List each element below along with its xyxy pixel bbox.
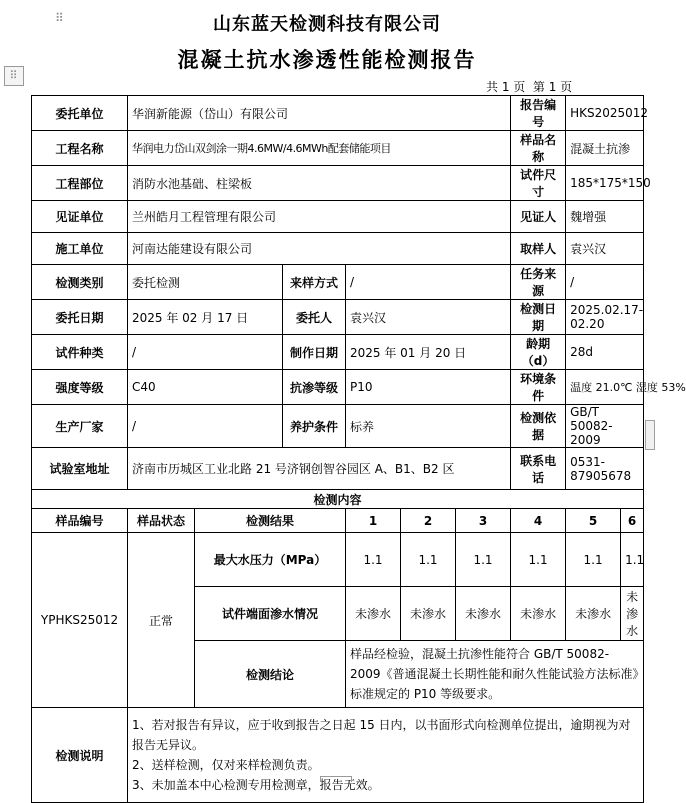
label-specimen-type: 试件种类 (32, 335, 128, 370)
label-report-no: 报告编号 (511, 96, 566, 131)
value-env: 温度 21.0℃ 湿度 53% (566, 370, 644, 405)
label-strength: 强度等级 (32, 370, 128, 405)
label-task-source: 任务来源 (511, 265, 566, 300)
label-client: 委托单位 (32, 96, 128, 131)
label-notes: 检测说明 (32, 708, 128, 803)
seepage-6: 未渗水 (621, 587, 644, 641)
label-basis: 检测依据 (511, 405, 566, 448)
label-witness-unit: 见证单位 (32, 201, 128, 233)
value-category: 委托检测 (128, 265, 283, 300)
scrollbar-thumb[interactable] (645, 420, 655, 450)
label-maker: 生产厂家 (32, 405, 128, 448)
label-project: 工程名称 (32, 131, 128, 166)
col-sample-no: 样品编号 (32, 509, 128, 533)
label-make-date: 制作日期 (283, 335, 346, 370)
col-number-1: 1 (346, 509, 401, 533)
value-report-no: HKS2025012 (566, 96, 644, 131)
value-sampler: 袁兴汉 (566, 233, 644, 265)
value-basis: GB/T 50082-2009 (566, 405, 644, 448)
value-specimen-type: / (128, 335, 283, 370)
report-table (31, 95, 686, 803)
label-env: 环境条件 (511, 370, 566, 405)
label-sample-name: 样品名称 (511, 131, 566, 166)
page-footer-tab (320, 776, 352, 782)
value-builder: 河南达能建设有限公司 (128, 233, 511, 265)
section-test-content: 检测内容 (32, 490, 644, 509)
value-curing: 标养 (346, 405, 511, 448)
col-number-3: 3 (456, 509, 511, 533)
value-delivery: / (346, 265, 511, 300)
company-name: 山东蓝天检测科技有限公司 (213, 14, 441, 35)
note-line-3: 3、未加盖本中心检测专用检测章，报告无效。 (132, 778, 380, 792)
col-number-6: 6 (621, 509, 644, 533)
label-commissioner: 委托人 (283, 300, 346, 335)
label-witness: 见证人 (511, 201, 566, 233)
value-phone: 0531-87905678 (566, 448, 644, 490)
max-pressure-6: 1.1 (621, 533, 644, 587)
seepage-1: 未渗水 (346, 587, 401, 641)
max-pressure-1: 1.1 (346, 533, 401, 587)
value-age: 28d (566, 335, 644, 370)
value-make-date: 2025 年 01 月 20 日 (346, 335, 511, 370)
max-pressure-5: 1.1 (566, 533, 621, 587)
max-pressure-2: 1.1 (401, 533, 456, 587)
label-builder: 施工单位 (32, 233, 128, 265)
value-commissioner: 袁兴汉 (346, 300, 511, 335)
seepage-5: 未渗水 (566, 587, 621, 641)
label-max-pressure: 最大水压力（MPa） (195, 533, 346, 587)
label-conclusion: 检测结论 (195, 641, 346, 708)
page-info: 共 1 页 第 1 页 (486, 80, 573, 94)
label-test-date: 检测日期 (511, 300, 566, 335)
note-line-1: 1、若对报告有异议，应于收到报告之日起 15 日内，以书面形式向检测单位提出，逾期视为对报告无异议。 (132, 718, 631, 752)
label-lab-address: 试验室地址 (32, 448, 128, 490)
label-impermeability: 抗渗等级 (283, 370, 346, 405)
value-task-source: / (566, 265, 644, 300)
col-number-5: 5 (566, 509, 621, 533)
value-commission-date: 2025 年 02 月 17 日 (128, 300, 283, 335)
value-impermeability: P10 (346, 370, 511, 405)
value-sample-state: 正常 (128, 533, 195, 708)
col-number-2: 2 (401, 509, 456, 533)
value-sample-name: 混凝土抗渗 (566, 131, 644, 166)
label-seepage: 试件端面渗水情况 (195, 587, 346, 641)
table-move-handle-icon[interactable]: ⠿ (4, 66, 24, 86)
value-maker: / (128, 405, 283, 448)
value-size: 185*175*150 (566, 166, 644, 201)
seepage-3: 未渗水 (456, 587, 511, 641)
value-sample-no: YPHKS25012 (32, 533, 128, 708)
col-number-4: 4 (511, 509, 566, 533)
value-part: 消防水池基础、柱梁板 (128, 166, 511, 201)
note-line-2: 2、送样检测，仅对来样检测负责。 (132, 758, 320, 772)
label-delivery: 来样方式 (283, 265, 346, 300)
label-age: 龄期（d） (511, 335, 566, 370)
value-strength: C40 (128, 370, 283, 405)
seepage-4: 未渗水 (511, 587, 566, 641)
value-test-date: 2025.02.17-02.20 (566, 300, 644, 335)
value-conclusion: 样品经检验，混凝土抗渗性能符合 GB/T 50082-2009《普通混凝土长期性能和耐久性能试验方法标准》标准规定的 P10 等级要求。 (346, 641, 644, 708)
label-commission-date: 委托日期 (32, 300, 128, 335)
label-phone: 联系电话 (511, 448, 566, 490)
value-project: 华润电力岱山双剑涂一期4.6MW/4.6MWh配套储能项目 (128, 131, 511, 166)
seepage-2: 未渗水 (401, 587, 456, 641)
report-title: 混凝土抗水渗透性能检测报告 (177, 48, 477, 72)
label-size: 试件尺寸 (511, 166, 566, 201)
col-sample-state: 样品状态 (128, 509, 195, 533)
label-category: 检测类别 (32, 265, 128, 300)
col-test-result: 检测结果 (195, 509, 346, 533)
label-part: 工程部位 (32, 166, 128, 201)
notes-content (128, 708, 644, 803)
value-client: 华润新能源（岱山）有限公司 (128, 96, 511, 131)
value-lab-address: 济南市历城区工业北路 21 号济钢创智谷园区 A、B1、B2 区 (128, 448, 511, 490)
drag-handle-icon[interactable]: ⠿ (55, 11, 65, 25)
value-witness: 魏增强 (566, 201, 644, 233)
value-witness-unit: 兰州皓月工程管理有限公司 (128, 201, 511, 233)
label-sampler: 取样人 (511, 233, 566, 265)
label-curing: 养护条件 (283, 405, 346, 448)
max-pressure-4: 1.1 (511, 533, 566, 587)
max-pressure-3: 1.1 (456, 533, 511, 587)
